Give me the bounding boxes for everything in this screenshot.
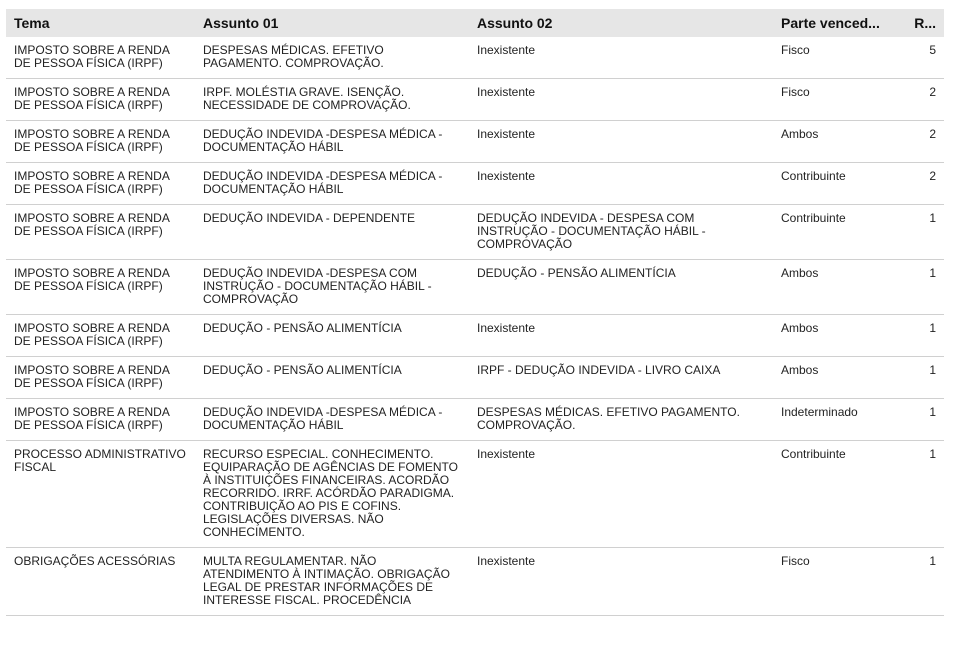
cell-assunto-01: DEDUÇÃO - PENSÃO ALIMENTÍCIA xyxy=(195,315,469,357)
cell-tema: IMPOSTO SOBRE A RENDA DE PESSOA FÍSICA (IRPF) xyxy=(6,260,195,315)
cell-r: 2 xyxy=(902,121,944,163)
table-body xyxy=(6,37,944,616)
cell-assunto-01: DEDUÇÃO INDEVIDA -DESPESA MÉDICA - DOCUMENTAÇÃO HÁBIL xyxy=(195,399,469,441)
column-header-tema[interactable]: Tema xyxy=(6,9,195,37)
cell-parte-vencedora: Ambos xyxy=(773,315,902,357)
cell-assunto-01: DEDUÇÃO - PENSÃO ALIMENTÍCIA xyxy=(195,357,469,399)
cell-tema: IMPOSTO SOBRE A RENDA DE PESSOA FÍSICA (IRPF) xyxy=(6,399,195,441)
table-row[interactable] xyxy=(6,357,944,399)
table-row[interactable] xyxy=(6,37,944,79)
cell-r: 1 xyxy=(902,315,944,357)
column-header-assunto-02[interactable]: Assunto 02 xyxy=(469,9,773,37)
cell-assunto-01: MULTA REGULAMENTAR. NÃO ATENDIMENTO À INTIMAÇÃO. OBRIGAÇÃO LEGAL DE PRESTAR INFORMAÇÕES DE INTERESSE FISCAL. PROCEDÊNCIA xyxy=(195,548,469,616)
table-row[interactable] xyxy=(6,260,944,315)
cell-assunto-02: Inexistente xyxy=(469,121,773,163)
table-header xyxy=(6,9,944,37)
cell-tema: PROCESSO ADMINISTRATIVO FISCAL xyxy=(6,441,195,548)
cell-r: 1 xyxy=(902,399,944,441)
table-row[interactable] xyxy=(6,205,944,260)
cell-tema: IMPOSTO SOBRE A RENDA DE PESSOA FÍSICA (IRPF) xyxy=(6,357,195,399)
cell-tema: IMPOSTO SOBRE A RENDA DE PESSOA FÍSICA (IRPF) xyxy=(6,205,195,260)
cell-r: 1 xyxy=(902,260,944,315)
table-row[interactable] xyxy=(6,163,944,205)
table-row[interactable] xyxy=(6,121,944,163)
cell-r: 1 xyxy=(902,357,944,399)
cell-parte-vencedora: Contribuinte xyxy=(773,163,902,205)
cell-assunto-01: DEDUÇÃO INDEVIDA -DESPESA COM INSTRUÇÃO - DOCUMENTAÇÃO HÁBIL - COMPROVAÇÃO xyxy=(195,260,469,315)
cell-assunto-02: Inexistente xyxy=(469,79,773,121)
cell-tema: IMPOSTO SOBRE A RENDA DE PESSOA FÍSICA (IRPF) xyxy=(6,315,195,357)
cell-assunto-02: Inexistente xyxy=(469,441,773,548)
cell-r: 1 xyxy=(902,548,944,616)
cell-parte-vencedora: Contribuinte xyxy=(773,205,902,260)
cell-tema: IMPOSTO SOBRE A RENDA DE PESSOA FÍSICA (IRPF) xyxy=(6,121,195,163)
cell-r: 1 xyxy=(902,205,944,260)
cell-assunto-02: Inexistente xyxy=(469,37,773,79)
header-row xyxy=(6,9,944,37)
cell-assunto-01: DEDUÇÃO INDEVIDA -DESPESA MÉDICA - DOCUMENTAÇÃO HÁBIL xyxy=(195,163,469,205)
cell-parte-vencedora: Fisco xyxy=(773,37,902,79)
cell-assunto-01: DEDUÇÃO INDEVIDA - DEPENDENTE xyxy=(195,205,469,260)
cell-parte-vencedora: Ambos xyxy=(773,357,902,399)
cell-parte-vencedora: Ambos xyxy=(773,121,902,163)
table-row[interactable] xyxy=(6,441,944,548)
data-table-container xyxy=(6,9,944,616)
cell-r: 2 xyxy=(902,163,944,205)
cell-parte-vencedora: Fisco xyxy=(773,79,902,121)
column-header-assunto-01[interactable]: Assunto 01 xyxy=(195,9,469,37)
cell-assunto-02: Inexistente xyxy=(469,163,773,205)
cell-parte-vencedora: Ambos xyxy=(773,260,902,315)
cell-assunto-02: Inexistente xyxy=(469,548,773,616)
cell-parte-vencedora: Fisco xyxy=(773,548,902,616)
cell-tema: IMPOSTO SOBRE A RENDA DE PESSOA FÍSICA (IRPF) xyxy=(6,37,195,79)
cell-parte-vencedora: Indeterminado xyxy=(773,399,902,441)
table-row[interactable] xyxy=(6,315,944,357)
cell-assunto-02: IRPF - DEDUÇÃO INDEVIDA - LIVRO CAIXA xyxy=(469,357,773,399)
cell-assunto-01: IRPF. MOLÉSTIA GRAVE. ISENÇÃO. NECESSIDADE DE COMPROVAÇÃO. xyxy=(195,79,469,121)
cell-tema: OBRIGAÇÕES ACESSÓRIAS xyxy=(6,548,195,616)
table-row[interactable] xyxy=(6,399,944,441)
table-row[interactable] xyxy=(6,548,944,616)
column-header-r[interactable]: R... xyxy=(902,9,944,37)
cell-parte-vencedora: Contribuinte xyxy=(773,441,902,548)
data-table xyxy=(6,9,944,616)
table-row[interactable] xyxy=(6,79,944,121)
cell-r: 5 xyxy=(902,37,944,79)
cell-r: 2 xyxy=(902,79,944,121)
cell-tema: IMPOSTO SOBRE A RENDA DE PESSOA FÍSICA (IRPF) xyxy=(6,79,195,121)
cell-r: 1 xyxy=(902,441,944,548)
cell-assunto-01: DEDUÇÃO INDEVIDA -DESPESA MÉDICA - DOCUMENTAÇÃO HÁBIL xyxy=(195,121,469,163)
cell-tema: IMPOSTO SOBRE A RENDA DE PESSOA FÍSICA (IRPF) xyxy=(6,163,195,205)
column-header-parte-vencedora[interactable]: Parte venced... xyxy=(773,9,902,37)
cell-assunto-02: Inexistente xyxy=(469,315,773,357)
cell-assunto-02: DESPESAS MÉDICAS. EFETIVO PAGAMENTO. COMPROVAÇÃO. xyxy=(469,399,773,441)
cell-assunto-02: DEDUÇÃO INDEVIDA - DESPESA COM INSTRUÇÃO - DOCUMENTAÇÃO HÁBIL - COMPROVAÇÃO xyxy=(469,205,773,260)
cell-assunto-01: DESPESAS MÉDICAS. EFETIVO PAGAMENTO. COMPROVAÇÃO. xyxy=(195,37,469,79)
cell-assunto-02: DEDUÇÃO - PENSÃO ALIMENTÍCIA xyxy=(469,260,773,315)
cell-assunto-01: RECURSO ESPECIAL. CONHECIMENTO. EQUIPARAÇÃO DE AGÊNCIAS DE FOMENTO À INSTITUIÇÕES FINANCEIRAS. ACORDÃO RECORRIDO. IRRF. ACÓRDÃO PARADIGMA. CONTRIBUIÇÃO AO PIS E COFINS. LEGISLAÇÕES DIVERSAS. NÃO CONHECIMENTO. xyxy=(195,441,469,548)
